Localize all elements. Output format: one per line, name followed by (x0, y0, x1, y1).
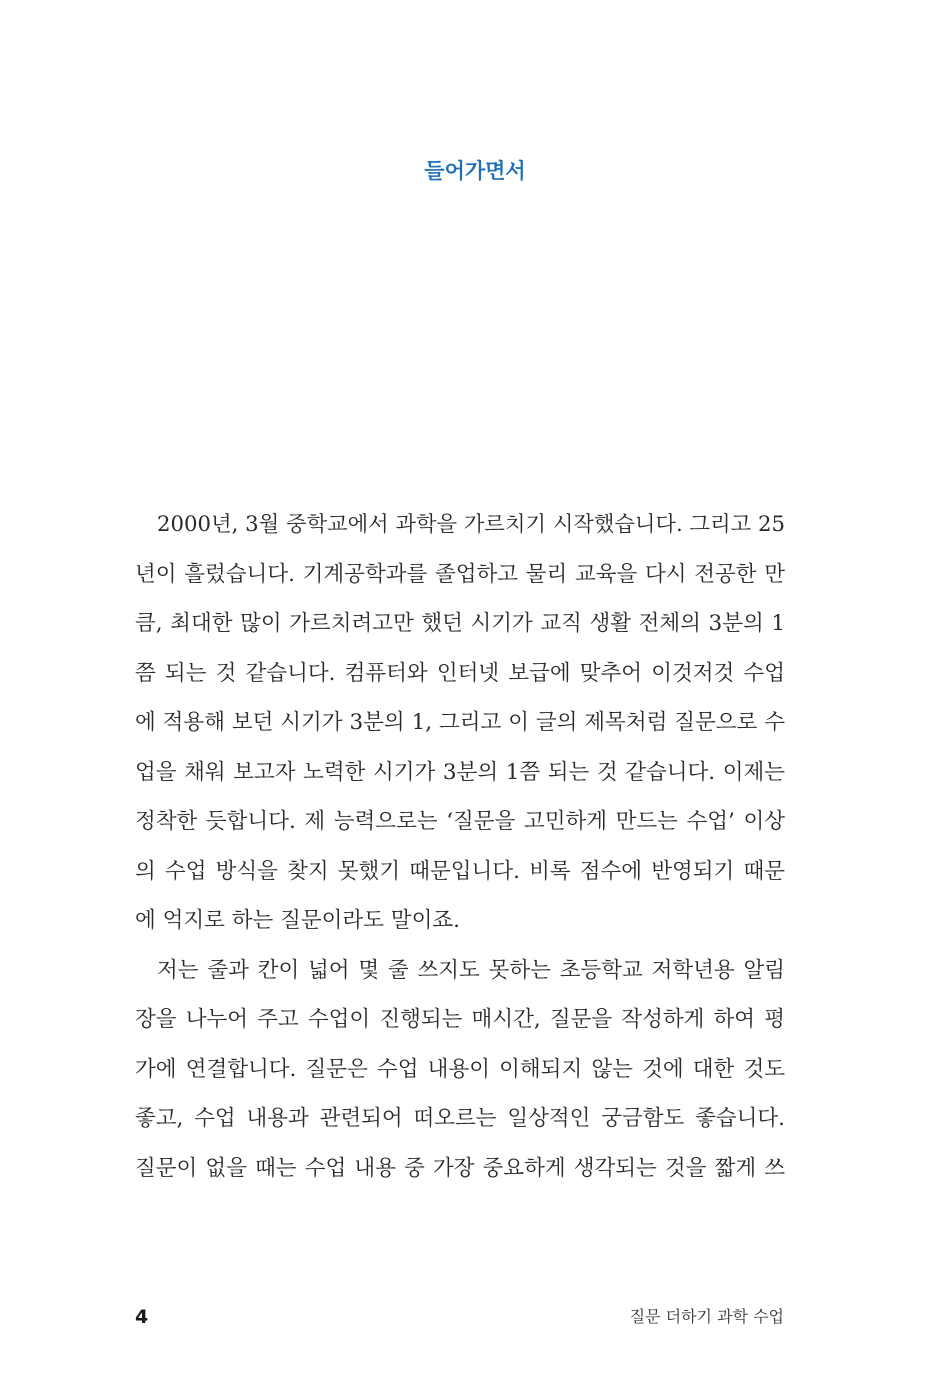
text-line: 장을 나누어 주고 수업이 진행되는 매시간, 질문을 작성하게 하여 평 (135, 1007, 785, 1032)
text-line: 에 적용해 보던 시기가 3분의 1, 그리고 이 글의 제목처럼 질문으로 수 (135, 710, 785, 735)
text-line: 2000년, 3월 중학교에서 과학을 가르치기 시작했습니다. 그리고 25 (157, 512, 785, 537)
text-line: 정착한 듯합니다. 제 능력으로는 ‘질문을 고민하게 만드는 수업’ 이상 (135, 809, 785, 834)
paragraph-2 (135, 946, 785, 1194)
body-text (135, 500, 785, 1193)
text-line: 좋고, 수업 내용과 관련되어 떠오르는 일상적인 궁금함도 좋습니다. (135, 1106, 785, 1131)
text-line: 에 억지로 하는 질문이라도 말이죠. (135, 908, 460, 933)
page-number: 4 (135, 1306, 149, 1328)
text-line: 쯤 되는 것 같습니다. 컴퓨터와 인터넷 보급에 맞추어 이것저것 수업 (135, 660, 785, 686)
text-line: 가에 연결합니다. 질문은 수업 내용이 이해되지 않는 것에 대한 것도 (135, 1056, 785, 1082)
running-title: 질문 더하기 과학 수업 (629, 1307, 784, 1326)
chapter-title: 들어가면서 (424, 159, 526, 183)
text-line: 저는 줄과 칸이 넓어 몇 줄 쓰지도 못하는 초등학교 저학년용 알림 (157, 957, 785, 983)
text-line: 년이 흘렀습니다. 기계공학과를 졸업하고 물리 교육을 다시 전공한 만 (135, 561, 785, 587)
text-line: 질문이 없을 때는 수업 내용 중 가장 중요하게 생각되는 것을 짧게 쓰 (135, 1155, 785, 1181)
text-line: 의 수업 방식을 찾지 못했기 때문입니다. 비록 점수에 반영되기 때문 (135, 858, 785, 884)
paragraph-1 (135, 500, 785, 946)
text-line: 큼, 최대한 많이 가르치려고만 했던 시기가 교직 생활 전체의 3분의 1 (135, 611, 785, 636)
text-line: 업을 채워 보고자 노력한 시기가 3분의 1쯤 되는 것 같습니다. 이제는 (135, 759, 785, 785)
